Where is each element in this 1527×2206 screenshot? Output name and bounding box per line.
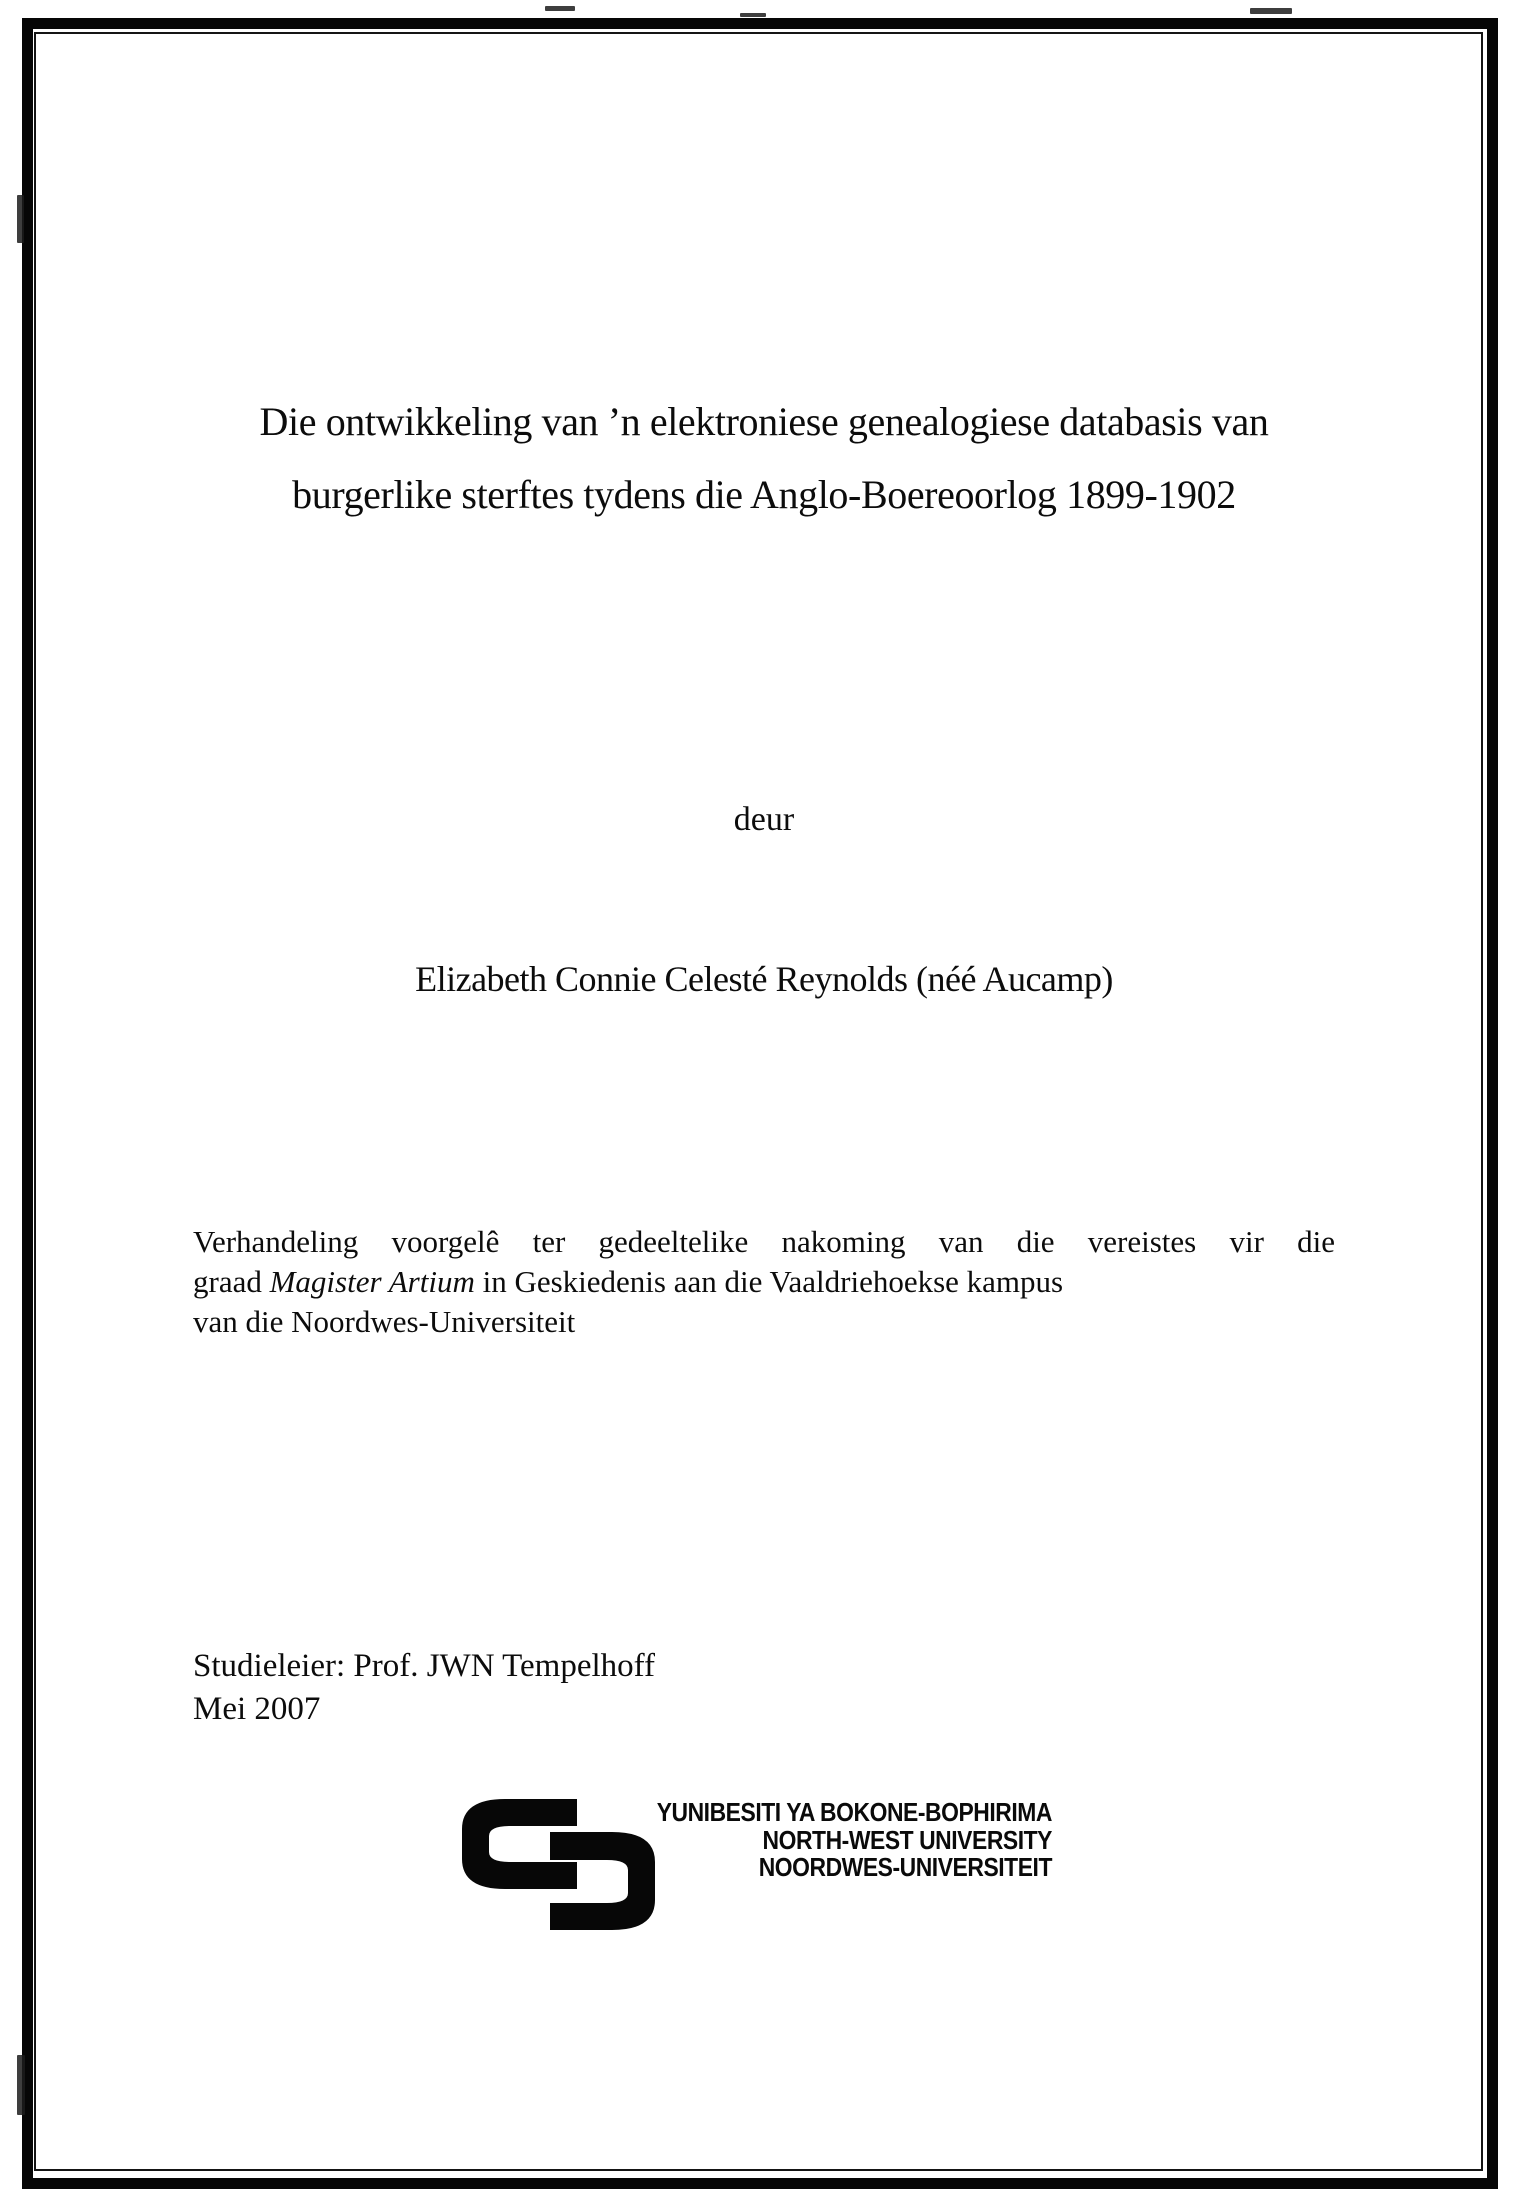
title-line-2: burgerlike sterftes tydens die Anglo-Boereoorlog 1899-1902 — [292, 472, 1236, 517]
logo-text-line-3: NOORDWES-UNIVERSITEIT — [758, 1852, 1052, 1882]
university-logo-text — [601, 1799, 1052, 1882]
scan-speck — [17, 195, 24, 243]
supervisor-line: Studieleier: Prof. JWN Tempelhoff — [193, 1648, 656, 1684]
date-line: Mei 2007 — [193, 1691, 321, 1727]
byline: deur — [733, 801, 795, 838]
statement-line-2-suffix: in Geskiedenis aan die Vaaldriehoekse kampus — [474, 1264, 1064, 1299]
logo-text-line-1: YUNIBESITI YA BOKONE-BOPHIRIMA — [656, 1797, 1052, 1827]
scan-speck — [740, 13, 766, 17]
thesis-title — [193, 385, 1335, 531]
statement-line-2 — [193, 1262, 1335, 1302]
scan-speck — [17, 2055, 25, 2115]
author-name: Elizabeth Connie Celesté Reynolds (néé Aucamp) — [415, 959, 1113, 999]
statement-line-1: Verhandeling voorgelê ter gedeeltelike nakoming van die vereistes vir die — [193, 1224, 1335, 1259]
degree-name-italic: Magister Artium — [269, 1264, 475, 1299]
degree-statement — [193, 1222, 1335, 1342]
statement-line-3: van die Noordwes-Universiteit — [193, 1304, 576, 1339]
scan-speck — [1250, 8, 1292, 14]
statement-line-2-prefix: graad — [193, 1264, 270, 1299]
scan-speck — [545, 6, 575, 11]
supervisor-block — [193, 1645, 1093, 1731]
logo-text-line-2: NORTH-WEST UNIVERSITY — [762, 1824, 1052, 1855]
title-line-1: Die ontwikkeling van ’n elektroniese genealogiese databasis van — [259, 399, 1269, 444]
